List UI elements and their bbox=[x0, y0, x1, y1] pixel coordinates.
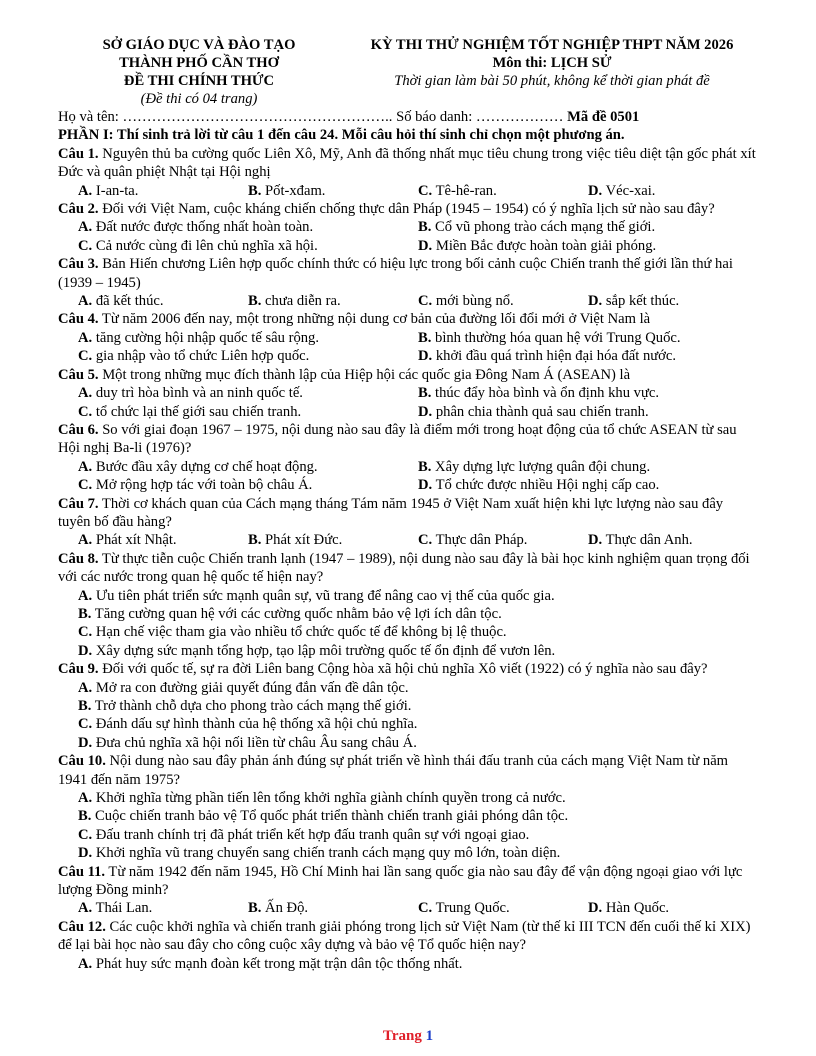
option-text: Mở ra con đường giải quyết đúng đắn vấn đề dân tộc. bbox=[92, 679, 409, 696]
answer-option-b bbox=[248, 292, 418, 310]
student-info bbox=[58, 108, 758, 126]
option-letter: B. bbox=[248, 293, 262, 310]
option-text: phân chia thành quả sau chiến tranh. bbox=[432, 403, 649, 420]
answer-option-b bbox=[78, 605, 758, 623]
answer-option-a bbox=[78, 329, 418, 347]
question-text: Nguyên thủ ba cường quốc Liên Xô, Mỹ, Anh đã thống nhất mục tiêu chung trong việc tiêu diệt tận gốc phát xít Đức và quân phiệt Nhật tại Hội nghị bbox=[58, 145, 756, 181]
exam-title: KỲ THI THỬ NGHIỆM TỐT NGHIỆP THPT NĂM 2026 bbox=[370, 37, 734, 53]
option-letter: A. bbox=[78, 385, 93, 402]
question-4 bbox=[58, 310, 758, 365]
answer-options bbox=[58, 458, 758, 495]
option-letter: C. bbox=[78, 826, 93, 843]
answer-option-a bbox=[78, 531, 248, 549]
answer-options bbox=[58, 182, 758, 200]
answer-option-c bbox=[78, 237, 418, 255]
option-letter: A. bbox=[78, 293, 93, 310]
answer-option-d bbox=[78, 734, 758, 752]
question-stem bbox=[58, 255, 758, 292]
answer-option-a bbox=[78, 899, 248, 917]
option-letter: A. bbox=[78, 182, 93, 199]
answer-option-d bbox=[418, 347, 758, 365]
exam-page bbox=[58, 36, 758, 973]
answer-option-c bbox=[418, 899, 588, 917]
answer-options bbox=[58, 531, 758, 549]
question-12 bbox=[58, 918, 758, 973]
answer-option-d bbox=[418, 476, 758, 494]
answer-options bbox=[58, 292, 758, 310]
question-1 bbox=[58, 145, 758, 200]
option-letter: D. bbox=[418, 348, 433, 365]
option-letter: D. bbox=[78, 642, 93, 659]
answer-option-b bbox=[248, 182, 418, 200]
option-text: Xây dựng sức mạnh tổng hợp, tạo lập môi trường quốc tế ổn định để vươn lên. bbox=[92, 642, 556, 659]
answer-option-d bbox=[588, 182, 758, 200]
question-2 bbox=[58, 200, 758, 255]
option-text: Xây dựng lực lượng quân đội chung. bbox=[431, 458, 651, 475]
option-text: Véc-xai. bbox=[602, 182, 656, 199]
answer-options bbox=[58, 329, 758, 366]
option-text: Thái Lan. bbox=[92, 900, 153, 917]
option-text: Miền Bắc được hoàn toàn giải phóng. bbox=[432, 237, 657, 254]
option-text: Tê-hê-ran. bbox=[432, 182, 497, 199]
question-number: Câu 12. bbox=[58, 918, 106, 935]
option-letter: C. bbox=[418, 293, 433, 310]
page-number: 1 bbox=[425, 1028, 434, 1044]
option-text: Thực dân Pháp. bbox=[432, 532, 528, 549]
option-text: Khởi nghĩa từng phần tiến lên tổng khởi nghĩa giành chính quyền trong cả nước. bbox=[92, 790, 566, 807]
question-text: Thời cơ khách quan của Cách mạng tháng Tám năm 1945 ở Việt Nam xuất hiện khi lực lượng nào sau đây tuyên bố đầu hàng? bbox=[58, 495, 724, 530]
option-text: Cuộc chiến tranh bảo vệ Tổ quốc phát triển thành chiến tranh giải phóng dân tộc. bbox=[91, 808, 569, 825]
option-letter: D. bbox=[418, 477, 433, 494]
option-letter: A. bbox=[78, 955, 93, 972]
option-text: Bước đầu xây dựng cơ chế hoạt động. bbox=[92, 458, 318, 475]
answer-options bbox=[58, 955, 758, 973]
answer-options bbox=[58, 218, 758, 255]
answer-option-a bbox=[78, 384, 418, 402]
option-text: đã kết thúc. bbox=[92, 293, 164, 310]
header-left bbox=[58, 36, 340, 108]
answer-option-b bbox=[248, 899, 418, 917]
answer-options bbox=[58, 789, 758, 863]
option-text: Tăng cường quan hệ với các cường quốc nhằm bảo vệ lợi ích dân tộc. bbox=[91, 605, 502, 622]
pages-note: (Đề thi có 04 trang) bbox=[140, 91, 258, 107]
question-stem bbox=[58, 550, 758, 587]
option-letter: A. bbox=[78, 329, 93, 346]
option-letter: B. bbox=[78, 808, 92, 825]
option-text: I-an-ta. bbox=[92, 182, 139, 199]
option-text: gia nhập vào tổ chức Liên hợp quốc. bbox=[92, 348, 310, 365]
option-text: Pốt-xđam. bbox=[261, 182, 326, 199]
option-text: Cổ vũ phong trào cách mạng thế giới. bbox=[431, 219, 656, 236]
option-letter: B. bbox=[248, 532, 262, 549]
option-text: tổ chức lại thế giới sau chiến tranh. bbox=[92, 403, 302, 420]
question-8 bbox=[58, 550, 758, 660]
answer-option-a bbox=[78, 955, 758, 973]
time-note: Thời gian làm bài 50 phút, không kể thời gian phát đề bbox=[394, 73, 710, 89]
subject-line: Môn thi: LỊCH SỬ bbox=[492, 55, 612, 71]
option-text: Cả nước cùng đi lên chủ nghĩa xã hội. bbox=[92, 237, 318, 254]
question-stem bbox=[58, 366, 758, 384]
answer-option-b bbox=[78, 807, 758, 825]
option-text: Thực dân Anh. bbox=[602, 532, 693, 549]
question-number: Câu 10. bbox=[58, 753, 106, 770]
option-text: Trung Quốc. bbox=[432, 900, 510, 917]
option-text: Ưu tiên phát triển sức mạnh quân sự, vũ trang để nâng cao vị thế của quốc gia. bbox=[92, 587, 555, 604]
question-number: Câu 11. bbox=[58, 863, 106, 880]
answer-option-c bbox=[78, 347, 418, 365]
question-stem bbox=[58, 495, 758, 532]
option-letter: A. bbox=[78, 790, 93, 807]
answer-option-c bbox=[78, 715, 758, 733]
question-11 bbox=[58, 863, 758, 918]
answer-option-d bbox=[588, 531, 758, 549]
question-5 bbox=[58, 366, 758, 421]
dept-line1: SỞ GIÁO DỤC VÀ ĐÀO TẠO bbox=[102, 37, 296, 53]
option-text: Đấu tranh chính trị đã phát triển kết hợp đấu tranh quân sự với ngoại giao. bbox=[92, 826, 530, 843]
option-letter: D. bbox=[588, 293, 603, 310]
answer-option-a bbox=[78, 789, 758, 807]
question-7 bbox=[58, 495, 758, 550]
option-text: sắp kết thúc. bbox=[602, 293, 680, 310]
answer-option-c bbox=[78, 476, 418, 494]
answer-options bbox=[58, 899, 758, 917]
answer-option-a bbox=[78, 292, 248, 310]
answer-options bbox=[58, 679, 758, 753]
answer-option-b bbox=[418, 384, 758, 402]
option-letter: A. bbox=[78, 532, 93, 549]
answer-option-b bbox=[78, 697, 758, 715]
question-text: Một trong những mục đích thành lập của Hiệp hội các quốc gia Đông Nam Á (ASEAN) là bbox=[98, 366, 631, 383]
question-stem bbox=[58, 863, 758, 900]
option-letter: C. bbox=[418, 532, 433, 549]
page-footer bbox=[0, 1027, 816, 1045]
option-text: Phát xít Nhật. bbox=[92, 532, 177, 549]
answer-options bbox=[58, 384, 758, 421]
question-text: Từ thực tiễn cuộc Chiến tranh lạnh (1947 – 1989), nội dung nào sau đây là bài học kinh nghiệm quan trọng đối với các nước trong quan hệ quốc tế hiện nay? bbox=[58, 550, 750, 586]
question-text: Từ năm 1942 đến năm 1945, Hồ Chí Minh hai lần sang quốc gia nào sau đây để vận động ngoại giao với lực lượng Đồng minh? bbox=[58, 863, 743, 899]
option-letter: C. bbox=[78, 624, 93, 641]
option-letter: D. bbox=[588, 182, 603, 199]
answer-option-a bbox=[78, 218, 418, 236]
option-letter: C. bbox=[78, 716, 93, 733]
answer-option-c bbox=[78, 623, 758, 641]
option-text: tăng cường hội nhập quốc tế sâu rộng. bbox=[92, 329, 319, 346]
question-stem bbox=[58, 310, 758, 328]
answer-option-a bbox=[78, 679, 758, 697]
answer-option-d bbox=[78, 844, 758, 862]
option-letter: D. bbox=[418, 403, 433, 420]
option-text: Phát xít Đức. bbox=[261, 532, 343, 549]
answer-option-c bbox=[418, 182, 588, 200]
option-letter: C. bbox=[418, 900, 433, 917]
option-text: Đưa chủ nghĩa xã hội nối liền từ châu Âu sang châu Á. bbox=[92, 734, 417, 751]
question-stem bbox=[58, 660, 758, 678]
option-text: Phát huy sức mạnh đoàn kết trong mặt trận dân tộc thống nhất. bbox=[92, 955, 463, 972]
option-letter: C. bbox=[418, 182, 433, 199]
question-number: Câu 6. bbox=[58, 421, 99, 438]
answer-option-a bbox=[78, 182, 248, 200]
question-9 bbox=[58, 660, 758, 752]
question-text: Từ năm 2006 đến nay, một trong những nội dung cơ bản của đường lối đổi mới ở Việt Nam là bbox=[98, 311, 651, 328]
answer-option-d bbox=[78, 642, 758, 660]
option-letter: A. bbox=[78, 679, 93, 696]
question-3 bbox=[58, 255, 758, 310]
question-number: Câu 2. bbox=[58, 201, 99, 218]
question-list bbox=[58, 145, 758, 973]
option-text: Đánh dấu sự hình thành của hệ thống xã hội chủ nghĩa. bbox=[92, 716, 418, 733]
answer-option-d bbox=[588, 292, 758, 310]
exam-header bbox=[58, 36, 758, 108]
question-number: Câu 5. bbox=[58, 366, 99, 383]
option-text: mới bùng nổ. bbox=[432, 293, 514, 310]
option-letter: A. bbox=[78, 900, 93, 917]
option-letter: C. bbox=[78, 237, 93, 254]
question-10 bbox=[58, 752, 758, 862]
option-text: bình thường hóa quan hệ với Trung Quốc. bbox=[431, 329, 681, 346]
option-letter: B. bbox=[78, 605, 92, 622]
question-number: Câu 4. bbox=[58, 311, 99, 328]
option-letter: D. bbox=[78, 845, 93, 862]
official-label: ĐỀ THI CHÍNH THỨC bbox=[123, 73, 275, 89]
question-number: Câu 9. bbox=[58, 661, 99, 678]
option-text: Hạn chế việc tham gia vào nhiều tổ chức quốc tế để không bị lệ thuộc. bbox=[92, 624, 507, 641]
question-text: Đối với quốc tế, sự ra đời Liên bang Cộng hòa xã hội chủ nghĩa Xô viết (1922) có ý nghĩa nào sau đây? bbox=[98, 661, 708, 678]
answer-option-b bbox=[248, 531, 418, 549]
option-letter: B. bbox=[248, 182, 262, 199]
option-letter: B. bbox=[418, 219, 432, 236]
question-text: Các cuộc khởi nghĩa và chiến tranh giải phóng trong lịch sử Việt Nam (từ thế kỉ III TCN đến cuối thế kỉ XIX) để lại bài học nào sau đây cho công cuộc xây dựng và bảo vệ Tổ quốc hiện nay? bbox=[58, 918, 751, 954]
question-stem bbox=[58, 421, 758, 458]
option-letter: C. bbox=[78, 348, 93, 365]
option-letter: B. bbox=[418, 329, 432, 346]
answer-option-c bbox=[78, 826, 758, 844]
option-letter: D. bbox=[588, 900, 603, 917]
option-text: Hàn Quốc. bbox=[602, 900, 670, 917]
option-letter: D. bbox=[588, 532, 603, 549]
question-number: Câu 1. bbox=[58, 145, 99, 162]
question-number: Câu 8. bbox=[58, 550, 99, 567]
option-letter: D. bbox=[418, 237, 433, 254]
exam-code: Mã đề 0501 bbox=[567, 109, 640, 125]
question-text: Đối với Việt Nam, cuộc kháng chiến chống thực dân Pháp (1945 – 1954) có ý nghĩa lịch sử nào sau đây? bbox=[98, 201, 715, 218]
answer-option-d bbox=[418, 403, 758, 421]
answer-options bbox=[58, 587, 758, 661]
option-letter: A. bbox=[78, 219, 93, 236]
option-text: khởi đầu quá trình hiện đại hóa đất nước. bbox=[432, 348, 677, 365]
answer-option-d bbox=[418, 237, 758, 255]
question-stem bbox=[58, 918, 758, 955]
question-text: Bản Hiến chương Liên hợp quốc chính thức có hiệu lực trong bối cảnh cuộc Chiến tranh thế giới lần thứ hai (1939 – 1945) bbox=[58, 256, 733, 291]
part1-heading: PHẦN I: Thí sinh trả lời từ câu 1 đến câu 24. Mỗi câu hỏi thí sinh chỉ chọn một phương án. bbox=[58, 127, 625, 144]
option-text: chưa diễn ra. bbox=[261, 293, 341, 310]
option-text: Ấn Độ. bbox=[261, 900, 309, 917]
question-text: So với giai đoạn 1967 – 1975, nội dung nào sau đây là điểm mới trong hoạt động của tổ chức ASEAN từ sau Hội nghị Ba-li (1976)? bbox=[58, 421, 737, 457]
option-letter: B. bbox=[248, 900, 262, 917]
option-text: Trở thành chỗ dựa cho phong trào cách mạng thế giới. bbox=[91, 698, 412, 714]
name-and-id-line: Họ và tên: ……………………………………………….. Số báo danh: ……………… bbox=[58, 109, 568, 125]
answer-option-c bbox=[78, 403, 418, 421]
answer-option-a bbox=[78, 587, 758, 605]
question-stem bbox=[58, 200, 758, 218]
option-letter: D. bbox=[78, 734, 93, 751]
option-letter: B. bbox=[418, 458, 432, 475]
option-letter: A. bbox=[78, 587, 93, 604]
option-text: Khởi nghĩa vũ trang chuyển sang chiến tranh cách mạng quy mô lớn, toàn diện. bbox=[92, 845, 561, 862]
question-number: Câu 7. bbox=[58, 495, 99, 512]
answer-option-b bbox=[418, 458, 758, 476]
option-text: Tổ chức được nhiều Hội nghị cấp cao. bbox=[432, 477, 660, 494]
option-letter: B. bbox=[78, 698, 92, 714]
header-right bbox=[340, 36, 758, 108]
option-text: thúc đẩy hòa bình và ổn định khu vực. bbox=[431, 385, 659, 402]
answer-option-c bbox=[418, 531, 588, 549]
dept-line2: THÀNH PHỐ CẦN THƠ bbox=[119, 55, 279, 71]
option-text: duy trì hòa bình và an ninh quốc tế. bbox=[92, 385, 303, 402]
question-6 bbox=[58, 421, 758, 495]
answer-option-b bbox=[418, 218, 758, 236]
question-text: Nội dung nào sau đây phản ánh đúng sự phát triển về hình thái đấu tranh của cách mạng Việt Nam từ năm 1941 đến năm 1975? bbox=[58, 753, 729, 788]
option-text: Mở rộng hợp tác với toàn bộ châu Á. bbox=[92, 477, 313, 494]
option-text: Đất nước được thống nhất hoàn toàn. bbox=[92, 219, 314, 236]
question-stem bbox=[58, 145, 758, 182]
footer-label: Trang bbox=[382, 1028, 426, 1044]
question-number: Câu 3. bbox=[58, 256, 99, 273]
option-letter: C. bbox=[78, 403, 93, 420]
answer-option-b bbox=[418, 329, 758, 347]
answer-option-d bbox=[588, 899, 758, 917]
question-stem bbox=[58, 752, 758, 789]
option-letter: A. bbox=[78, 458, 93, 475]
option-letter: C. bbox=[78, 477, 93, 494]
answer-option-a bbox=[78, 458, 418, 476]
option-letter: B. bbox=[418, 385, 432, 402]
answer-option-c bbox=[418, 292, 588, 310]
